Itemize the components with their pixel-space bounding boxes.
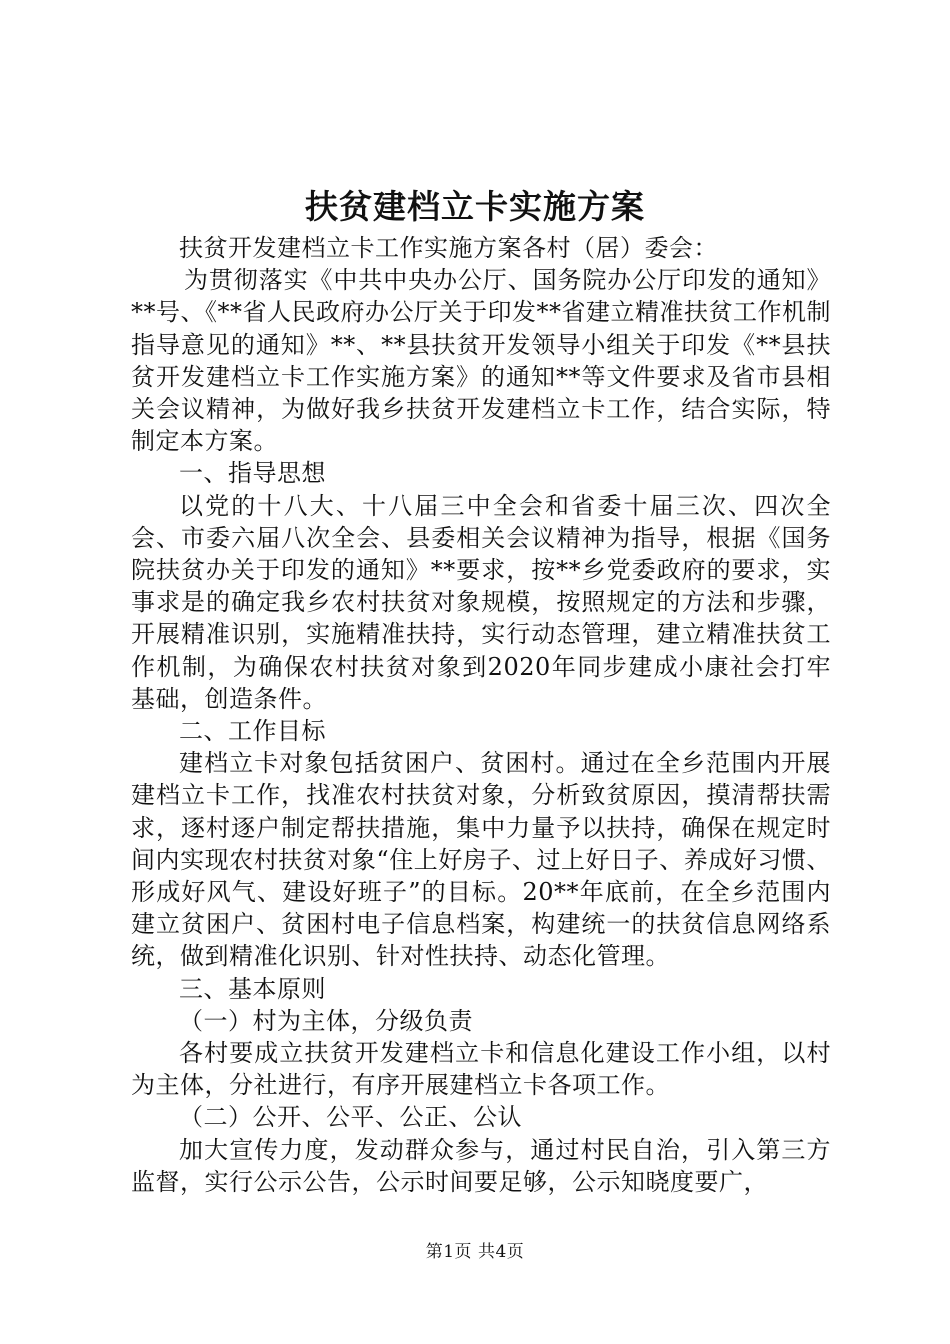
subsection-heading: （二）公开、公平、公正、公认 xyxy=(179,1103,522,1132)
subsection-heading: （一）村为主体，分级负责 xyxy=(179,1006,473,1035)
body-paragraph: 加大宣传力度，发动群众参与，通过村民自治，引入第三方监督，实行公示公告，公示时间要足够，公示知晓度要广， xyxy=(131,1135,831,1196)
body-paragraph: 建档立卡对象包括贫困户、贫困村。通过在全乡范围内开展建档立卡工作，找准农村扶贫对象，分析致贫原因，摸清帮扶需求，逐村逐户制定帮扶措施，集中力量予以扶持，确保在规定时间内实现农村扶贫对象“住上好房子、过上好日子、养成好习惯、形成好风气、建设好班子”的目标。20**年底前，在全乡范围内建立贫困户、贫困村电子信息档案，构建统一的扶贫信息网络系统，做到精准化识别、针对性扶持、动态化管理。 xyxy=(131,749,831,971)
body-paragraph: 以党的十八大、十八届三中全会和省委十届三次、四次全会、市委六届八次全会、县委相关会议精神为指导，根据《国务院扶贫办关于印发的通知》**要求，按**乡党委政府的要求，实事求是的确定我乡农村扶贫对象规模，按照规定的方法和步骤，开展精准识别，实施精准扶持，实行动态管理，建立精准扶贫工作机制，为确保农村扶贫对象到2020年同步建成小康社会打牢基础，创造条件。 xyxy=(131,491,831,713)
salutation-paragraph: 扶贫开发建档立卡工作实施方案各村（居）委会： xyxy=(179,234,718,262)
section-heading: 三、基本原则 xyxy=(179,974,326,1003)
section-heading: 一、指导思想 xyxy=(179,459,326,488)
document-body xyxy=(131,232,831,1198)
body-paragraph: 各村要成立扶贫开发建档立卡和信息化建设工作小组，以村为主体，分社进行，有序开展建档立卡各项工作。 xyxy=(131,1039,831,1100)
document-title: 扶贫建档立卡实施方案 xyxy=(305,187,645,226)
section-heading: 二、工作目标 xyxy=(179,717,326,746)
body-paragraph: 为贯彻落实《中共中央办公厅、国务院办公厅印发的通知》**号、《**省人民政府办公厅关于印发**省建立精准扶贫工作机制指导意见的通知》**、**县扶贫开发领导小组关于印发《**县扶贫开发建档立卡工作实施方案》的通知**等文件要求及省市县相关会议精神，为做好我乡扶贫开发建档立卡工作，结合实际，特制定本方案。 xyxy=(131,266,831,456)
page-footer: 第1页 共4页 xyxy=(425,1242,525,1262)
